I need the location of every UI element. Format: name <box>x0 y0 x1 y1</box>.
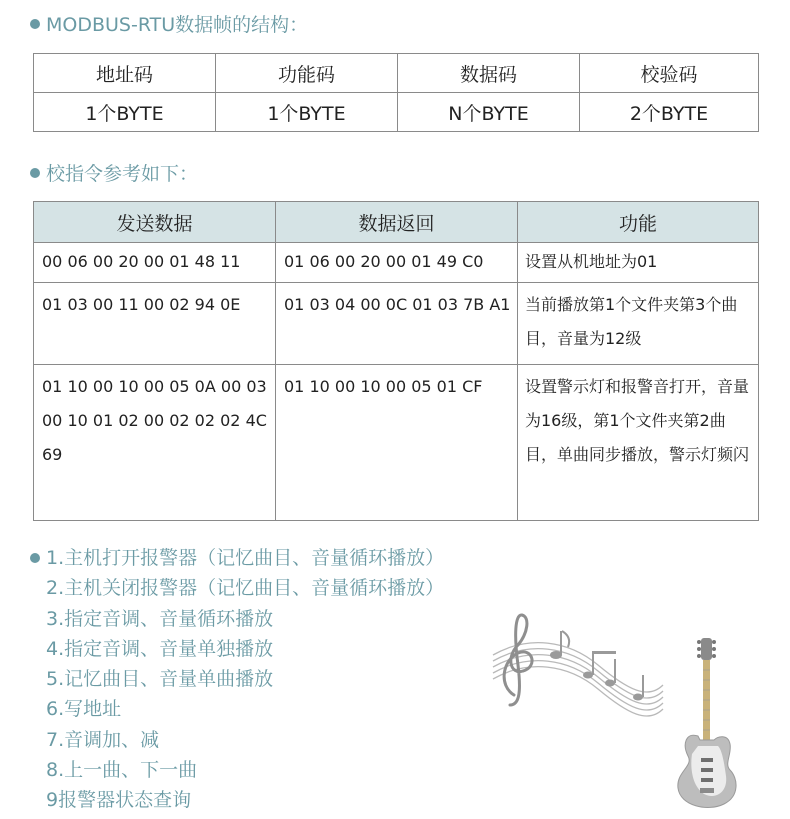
list-item: 9报警器状态查询 <box>46 789 192 812</box>
cell-return: 01 06 00 20 00 01 49 C0 <box>276 243 518 283</box>
header-send: 发送数据 <box>34 202 276 243</box>
cell-send: 01 10 00 10 00 05 0A 00 03 00 10 01 02 00 02 02 02 4C 69 <box>34 365 276 521</box>
list-item: 4.指定音调、音量单独播放 <box>46 637 274 660</box>
cell-func: 设置警示灯和报警音打开，音量为16级，第1个文件夹第2曲目，单曲同步播放，警示灯频闪 <box>518 365 759 521</box>
cell-func: 当前播放第1个文件夹第3个曲目，音量为12级 <box>518 283 759 365</box>
list-item: 5.记忆曲目、音量单曲播放 <box>46 668 274 691</box>
section-heading-commands-text: 校指令参考如下： <box>46 163 199 185</box>
guitar-icon <box>668 636 748 812</box>
value-address: 1个BYTE <box>34 93 216 132</box>
cell-send: 01 03 00 11 00 02 94 0E <box>34 283 276 365</box>
table-row <box>34 283 759 365</box>
table-row <box>34 54 759 93</box>
header-return: 数据返回 <box>276 202 518 243</box>
music-notes-icon <box>488 605 668 725</box>
cell-func: 设置从机地址为01 <box>518 243 759 283</box>
header-func: 功能 <box>518 202 759 243</box>
list-item: 7.音调加、减 <box>46 728 160 751</box>
list-item: 2.主机关闭报警器（记忆曲目、音量循环播放） <box>46 577 445 600</box>
header-address: 地址码 <box>34 54 216 93</box>
frame-structure-table <box>33 53 759 132</box>
header-function: 功能码 <box>216 54 398 93</box>
command-table <box>33 201 759 521</box>
value-function: 1个BYTE <box>216 93 398 132</box>
list-item: 3.指定音调、音量循环播放 <box>46 607 274 630</box>
table-row <box>34 243 759 283</box>
value-data: N个BYTE <box>398 93 580 132</box>
list-item: 6.写地址 <box>46 698 122 721</box>
cell-return: 01 03 04 00 0C 01 03 7B A1 <box>276 283 518 365</box>
dot-bullet-icon <box>30 553 40 563</box>
table-row <box>34 93 759 132</box>
dot-bullet-icon <box>30 168 40 178</box>
dot-bullet-icon <box>30 19 40 29</box>
section-heading-commands <box>30 159 198 186</box>
table-header-row <box>34 202 759 243</box>
cell-return: 01 10 00 10 00 05 01 CF <box>276 365 518 521</box>
table-row <box>34 365 759 521</box>
section-heading-frame-text: MODBUS-RTU数据帧的结构： <box>46 14 309 36</box>
value-checksum: 2个BYTE <box>580 93 759 132</box>
header-data: 数据码 <box>398 54 580 93</box>
list-item: 1.主机打开报警器（记忆曲目、音量循环播放） <box>30 543 444 573</box>
section-heading-frame <box>30 10 308 37</box>
header-checksum: 校验码 <box>580 54 759 93</box>
feature-list <box>30 543 444 816</box>
cell-send: 00 06 00 20 00 01 48 11 <box>34 243 276 283</box>
list-item: 8.上一曲、下一曲 <box>46 759 198 782</box>
